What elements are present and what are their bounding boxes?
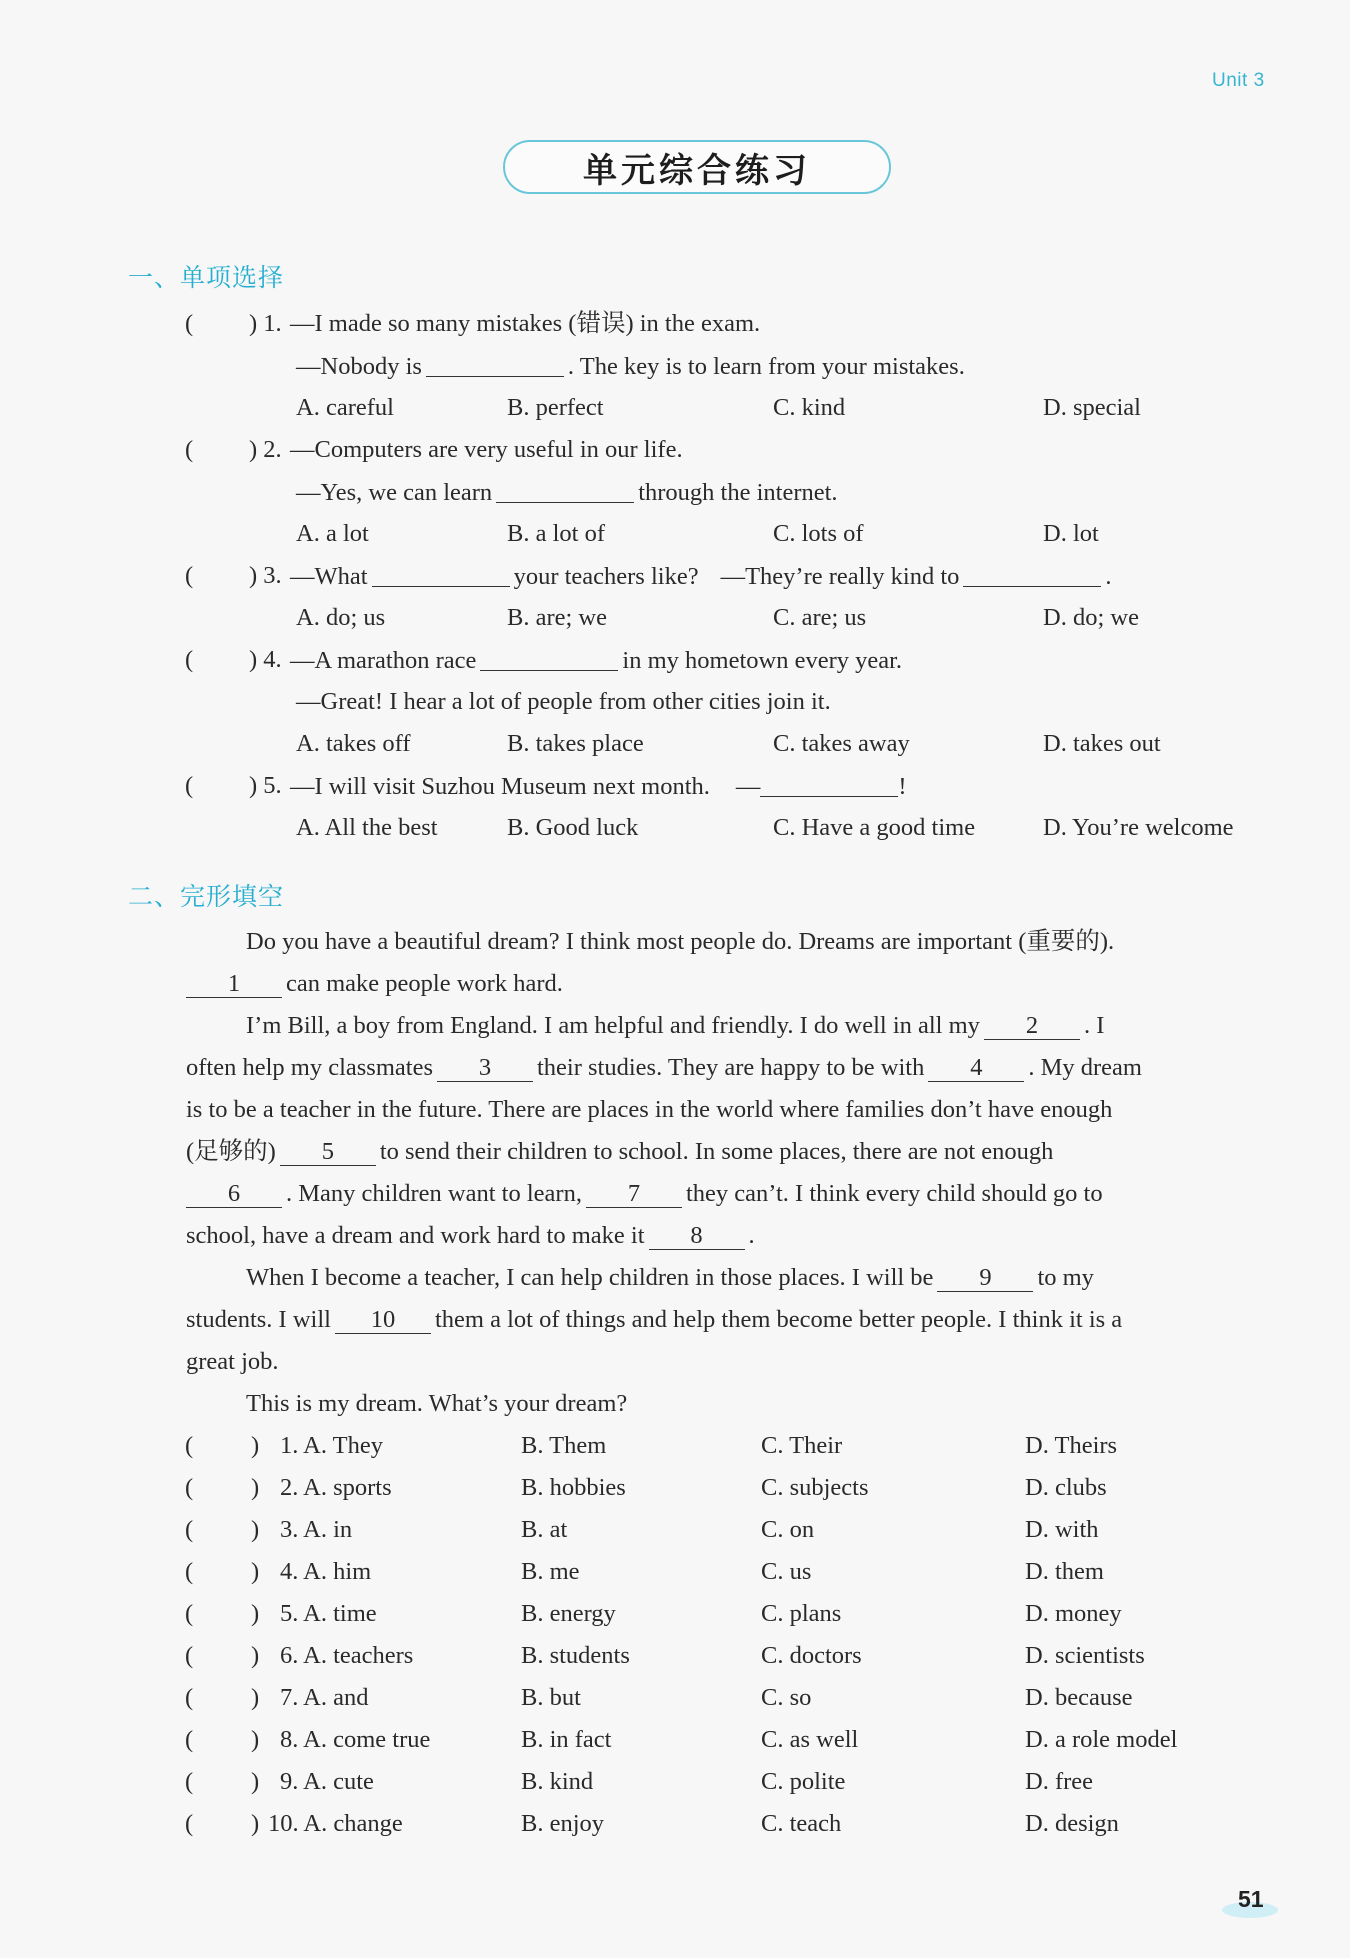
cloze-option: B. but [521, 1684, 581, 1711]
cloze-blank[interactable]: 9 [937, 1266, 1033, 1292]
cloze-blank[interactable]: 6 [186, 1182, 282, 1208]
cloze-option: B. kind [521, 1768, 594, 1795]
cloze-option: C. us [761, 1558, 812, 1585]
cloze-option: 4. A. him [280, 1558, 372, 1585]
option: D. do; we [1043, 604, 1139, 631]
cloze-option: D. scientists [1025, 1642, 1145, 1669]
page-number: 51 [1238, 1886, 1264, 1912]
passage-line: 6 . Many children want to learn, 7 they can’t. I think every child should go to [186, 1182, 1103, 1208]
cloze-option: B. hobbies [521, 1474, 626, 1501]
cloze-option: B. Them [521, 1432, 607, 1459]
cloze-blank[interactable]: 8 [649, 1224, 745, 1250]
option: C. are; us [773, 604, 867, 631]
question-number: ) 2. [249, 436, 282, 463]
answer-blank[interactable] [760, 774, 898, 797]
cloze-option: D. design [1025, 1810, 1119, 1837]
answer-blank[interactable] [372, 564, 510, 587]
page-title [503, 140, 891, 194]
cloze-option: D. with [1025, 1516, 1099, 1543]
cloze-option: 1. A. They [280, 1432, 383, 1459]
option: B. a lot of [507, 520, 605, 547]
cloze-option: C. on [761, 1516, 815, 1543]
question-line: —A marathon race in my hometown every year. [290, 647, 903, 674]
passage-line: great job. [186, 1348, 279, 1375]
passage-line: I’m Bill, a boy from England. I am helpful and friendly. I do well in all my 2 . I [246, 1012, 1105, 1039]
unit-label: Unit 3 [1212, 70, 1265, 91]
cloze-option: B. energy [521, 1600, 616, 1627]
cloze-blank[interactable]: 10 [335, 1308, 431, 1334]
cloze-option: D. money [1025, 1600, 1122, 1627]
question-number: ) 5. [249, 772, 282, 799]
question-number: ) 3. [249, 562, 282, 589]
cloze-option: B. in fact [521, 1726, 612, 1753]
cloze-option: 3. A. in [280, 1516, 353, 1543]
cloze-option: 2. A. sports [280, 1474, 392, 1501]
cloze-option: 9. A. cute [280, 1768, 374, 1795]
cloze-blank[interactable]: 5 [280, 1140, 376, 1166]
cloze-option: C. so [761, 1684, 812, 1711]
cloze-option: D. them [1025, 1558, 1104, 1585]
cloze-blank[interactable]: 4 [928, 1056, 1024, 1082]
option: A. a lot [296, 520, 369, 547]
section-heading-single-choice: 一、单项选择 [128, 263, 285, 292]
passage-line: often help my classmates 3 their studies. They are happy to be with 4 . My dream [186, 1054, 1142, 1081]
answer-blank[interactable] [480, 648, 618, 671]
option: A. do; us [296, 604, 386, 631]
cloze-option: D. clubs [1025, 1474, 1107, 1501]
option: C. kind [773, 394, 846, 421]
question-line: —I made so many mistakes (错误) in the exam. [290, 310, 761, 337]
question-line: —I will visit Suzhou Museum next month. — ! [290, 773, 907, 800]
option: B. Good luck [507, 814, 639, 841]
option: D. You’re welcome [1043, 814, 1234, 841]
passage-line: Do you have a beautiful dream? I think most people do. Dreams are important (重要的). [246, 928, 1115, 955]
passage-line: (足够的) 5 to send their children to school. In some places, there are not enough [186, 1138, 1054, 1165]
cloze-option: C. teach [761, 1810, 842, 1837]
question-line: —Yes, we can learn through the internet. [296, 479, 838, 506]
passage-line: school, have a dream and work hard to make it 8 . [186, 1222, 755, 1249]
cloze-option: 6. A. teachers [280, 1642, 414, 1669]
cloze-option: B. me [521, 1558, 580, 1585]
passage-line: This is my dream. What’s your dream? [246, 1390, 628, 1417]
answer-blank[interactable] [963, 564, 1101, 587]
option: D. lot [1043, 520, 1099, 547]
cloze-blank[interactable]: 3 [437, 1056, 533, 1082]
answer-blank[interactable] [496, 480, 634, 503]
passage-line: students. I will 10 them a lot of things and help them become better people. I think it is a [186, 1306, 1123, 1333]
cloze-option: C. subjects [761, 1474, 869, 1501]
option: C. takes away [773, 730, 910, 757]
question-line: —Computers are very useful in our life. [290, 436, 683, 463]
option: B. perfect [507, 394, 604, 421]
cloze-option: D. Theirs [1025, 1432, 1118, 1459]
passage-line: When I become a teacher, I can help children in those places. I will be 9 to my [246, 1264, 1094, 1291]
section-heading-cloze: 二、完形填空 [128, 882, 285, 911]
option: C. Have a good time [773, 814, 976, 841]
cloze-option: B. enjoy [521, 1810, 605, 1837]
cloze-option: C. plans [761, 1600, 842, 1627]
option: A. All the best [296, 814, 438, 841]
passage-line: is to be a teacher in the future. There are places in the world where families don’t have enough [186, 1096, 1113, 1123]
answer-blank[interactable] [426, 354, 564, 377]
workbook-page: Unit 3 单元综合练习 一、单项选择 ( ) 1. —I made so many mistakes (错误) in the exam. —Nobody is . The key is to learn from your mistakes. A. careful B. perfect C. kind D. special ( ) 2. —Computers are very useful in our life. —Yes, we can learn through the internet. A. a lot B. a lot of C. lots of D. lot ( ) 3. —What your teachers like? —They’re really kind to . A. do; us B. are; we C. are; us D. do; we ( ) 4. —A marathon race in my hometown every year. —Great! I hear a lot of people from other cities join it. A. takes off B. takes place C. takes away D. takes out ( ) 5. —I will visit Suzhou Museum next month. — ! A. All the best B. Good luck C. Have a good time D. You’re welcome 二、完形填空 Do you have a beautiful dream? I think most people do. Dreams are important (重要的). 1 can make people work hard. I’m Bill, a boy from England. I am helpful and friendly. I do well in all my 2 . I often help my classmates 3 their studies. They are happy to be with 4 . My dream is to be a teacher in the future. There are places in the world where families don’t have enough (足够的) 5 to send their children to school. In some places, there are not enough 6 . Many children want to learn, 7 they can’t. I think every child should go to school, have a dream and work hard to make it 8 . When I become a teacher, I can help children in those places. I will be 9 to my students. I will 10 them a lot of things and help them become better people. I think it is a great job. This is my dream. What’s your dream? ( ) 1. A. They B. Them C. Their D. Theirs ( ) 2. A. sports B. hobbies C. subjects D. clubs ( ) 3. A. in B. at C. on D. with ( ) 4. A. him B. me C. us D. them ( ) 5. A. time B. energy C. plans D. money ( ) 6. A. teachers B. students C. doctors D. scientists ( ) 7. A. and B. but C. so D. because ( ) 8. A. come true B. in fact C. as well D. a role model ( ) 9. A. cute B. kind C. polite D. free ( ) 10. A. change B. enjoy C. teach D. design 51 [0, 0, 1350, 1958]
cloze-blank[interactable]: 2 [984, 1014, 1080, 1040]
question-line: —Nobody is . The key is to learn from your mistakes. [296, 353, 965, 380]
cloze-option: D. free [1025, 1768, 1094, 1795]
question-number: ) 4. [249, 646, 282, 673]
option: B. takes place [507, 730, 644, 757]
cloze-option: 8. A. come true [280, 1726, 431, 1753]
cloze-option: B. at [521, 1516, 568, 1543]
option: D. special [1043, 394, 1141, 421]
option: B. are; we [507, 604, 607, 631]
cloze-option: C. as well [761, 1726, 859, 1753]
page-title-text: 单元综合练习 [583, 150, 811, 191]
cloze-option: C. polite [761, 1768, 846, 1795]
option: A. careful [296, 394, 394, 421]
cloze-option: 7. A. and [280, 1684, 369, 1711]
option: C. lots of [773, 520, 864, 547]
question-number: ) 1. [249, 310, 282, 337]
cloze-blank[interactable]: 1 [186, 972, 282, 998]
cloze-option: 10. A. change [268, 1810, 403, 1837]
cloze-option: D. because [1025, 1684, 1133, 1711]
cloze-option: C. doctors [761, 1642, 862, 1669]
cloze-option: C. Their [761, 1432, 843, 1459]
question-line: —Great! I hear a lot of people from other cities join it. [296, 688, 831, 715]
option: D. takes out [1043, 730, 1161, 757]
cloze-option: D. a role model [1025, 1726, 1178, 1753]
passage-line: 1 can make people work hard. [186, 972, 563, 998]
option: A. takes off [296, 730, 411, 757]
cloze-option: B. students [521, 1642, 630, 1669]
cloze-blank[interactable]: 7 [586, 1182, 682, 1208]
cloze-option: 5. A. time [280, 1600, 377, 1627]
question-line: —What your teachers like? —They’re really kind to . [290, 563, 1112, 590]
